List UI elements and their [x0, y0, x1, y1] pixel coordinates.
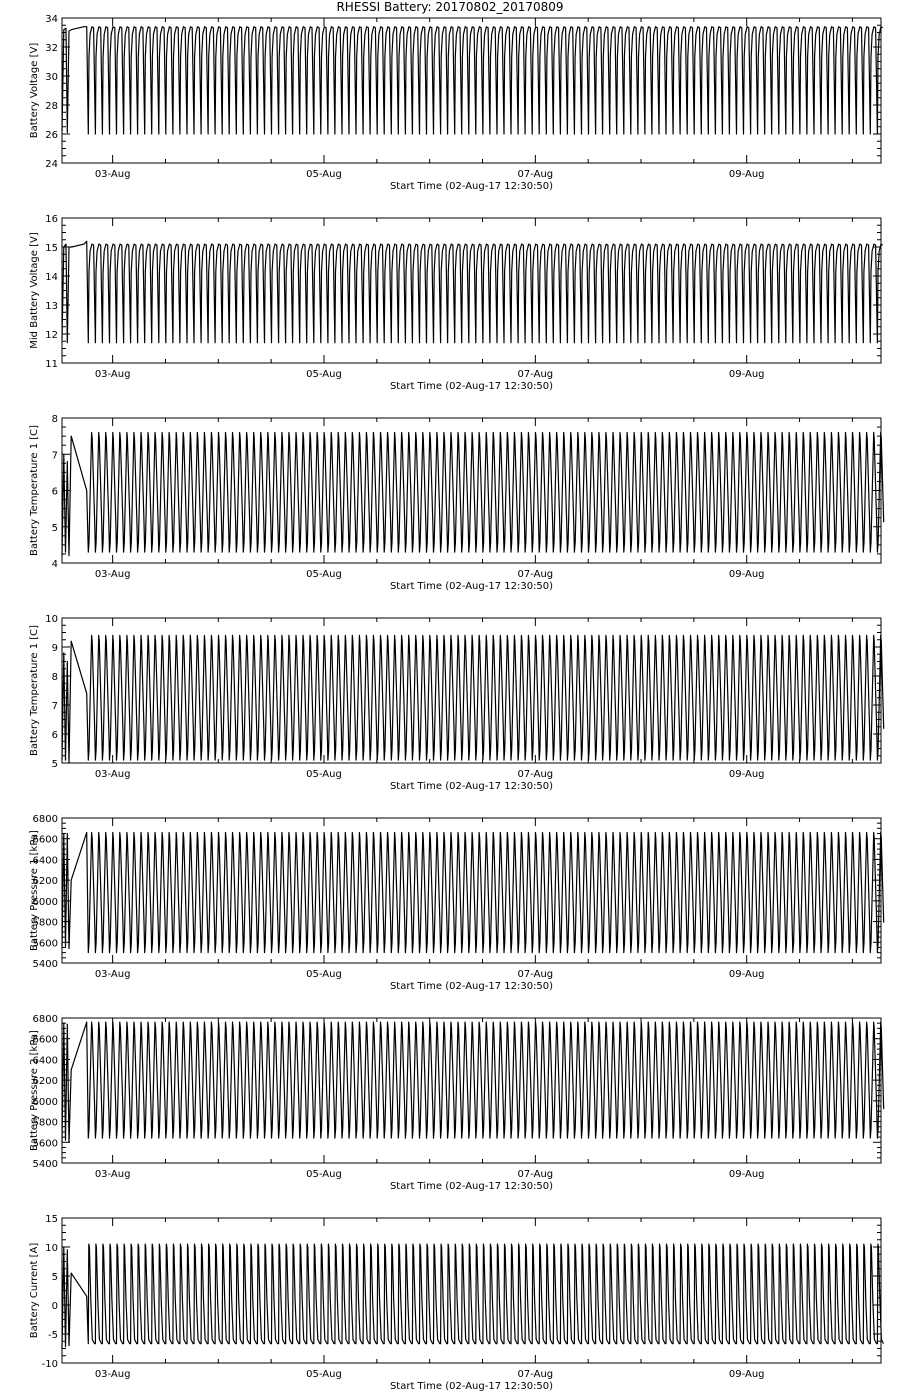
series-line — [62, 1022, 884, 1142]
chart-panel-3 — [29, 414, 884, 592]
chart-panel-2 — [29, 214, 883, 392]
x-axis-label: Start Time (02-Aug-17 12:30:50) — [389, 381, 554, 392]
x-tick-label: 09-Aug — [728, 969, 765, 980]
y-tick-label: 5800 — [32, 917, 58, 929]
x-tick-label: 03-Aug — [94, 1169, 131, 1180]
y-axis-label: Battery Temperature 1 [C] — [29, 424, 40, 557]
x-axis-label: Start Time (02-Aug-17 12:30:50) — [389, 781, 554, 792]
y-tick-label: 9 — [51, 643, 58, 654]
y-tick-label: 15 — [45, 1214, 58, 1225]
y-tick-label: 26 — [45, 130, 58, 141]
chart-panel-6 — [29, 1014, 884, 1192]
y-axis-label: Mid Battery Voltage [V] — [29, 232, 40, 349]
y-tick-label: 13 — [45, 301, 58, 312]
y-tick-label: 0 — [51, 1301, 58, 1312]
chart-panel-7 — [29, 1214, 884, 1392]
x-tick-label: 09-Aug — [728, 1169, 765, 1180]
y-tick-label: 5 — [51, 1272, 58, 1283]
y-tick-label: 28 — [45, 101, 58, 112]
y-tick-label: 6800 — [32, 814, 58, 825]
x-tick-label: 03-Aug — [94, 169, 131, 180]
y-tick-label: 5 — [51, 522, 58, 534]
y-tick-label: 15 — [45, 243, 58, 254]
y-tick-label: 12 — [45, 330, 58, 341]
series-line — [62, 27, 883, 134]
y-axis-label: Battery Current [A] — [29, 1242, 40, 1339]
x-tick-label: 07-Aug — [517, 1169, 554, 1180]
series-line — [62, 1244, 884, 1348]
x-tick-label: 05-Aug — [306, 1369, 342, 1380]
x-tick-label: 03-Aug — [94, 969, 131, 980]
x-tick-label: 07-Aug — [517, 369, 554, 380]
y-tick-label: 6 — [51, 486, 58, 498]
x-axis-label: Start Time (02-Aug-17 12:30:50) — [389, 1181, 554, 1192]
y-tick-label: 8 — [51, 672, 58, 683]
x-axis-label: Start Time (02-Aug-17 12:30:50) — [389, 1381, 554, 1392]
y-tick-label: -5 — [48, 1330, 58, 1341]
y-tick-label: 10 — [45, 614, 58, 625]
x-tick-label: 07-Aug — [517, 769, 554, 780]
y-tick-label: 16 — [45, 214, 58, 225]
x-tick-label: 09-Aug — [728, 1369, 765, 1380]
x-tick-label: 03-Aug — [94, 1369, 131, 1380]
series-line — [62, 833, 884, 953]
x-tick-label: 09-Aug — [728, 369, 765, 380]
y-tick-label: 6200 — [32, 876, 58, 888]
x-axis-label: Start Time (02-Aug-17 12:30:50) — [389, 181, 554, 192]
x-tick-label: 03-Aug — [94, 369, 131, 380]
y-axis-label: Battery Voltage [V] — [29, 42, 40, 139]
x-tick-label: 03-Aug — [94, 569, 131, 580]
x-tick-label: 07-Aug — [517, 569, 554, 580]
y-tick-label: 5600 — [32, 1138, 58, 1150]
y-tick-label: 11 — [45, 359, 58, 370]
y-tick-label: 4 — [51, 559, 58, 570]
y-tick-label: 30 — [45, 72, 58, 83]
chart-panel-1 — [29, 14, 883, 192]
series-line — [62, 241, 883, 343]
x-tick-label: 05-Aug — [306, 769, 342, 780]
x-tick-label: 05-Aug — [306, 1169, 342, 1180]
y-tick-label: 6400 — [32, 855, 58, 867]
y-tick-label: 24 — [45, 159, 58, 170]
y-tick-label: 6000 — [32, 896, 58, 908]
y-tick-label: 6600 — [32, 1034, 58, 1046]
y-tick-label: 6200 — [32, 1076, 58, 1088]
y-axis-label: Battery Pressure 2 [kPa] — [29, 1030, 40, 1151]
x-tick-label: 07-Aug — [517, 1369, 554, 1380]
x-tick-label: 05-Aug — [306, 569, 342, 580]
figure-title: RHESSI Battery: 20170802_20170809 — [336, 0, 564, 14]
y-tick-label: 5400 — [32, 959, 58, 970]
y-tick-label: 6800 — [32, 1014, 58, 1025]
x-tick-label: 05-Aug — [306, 369, 342, 380]
x-tick-label: 07-Aug — [517, 169, 554, 180]
x-tick-label: 09-Aug — [728, 569, 765, 580]
x-tick-label: 09-Aug — [728, 769, 765, 780]
y-tick-label: 34 — [45, 14, 58, 25]
y-tick-label: -10 — [41, 1359, 58, 1370]
y-tick-label: 6000 — [32, 1096, 58, 1108]
x-axis-label: Start Time (02-Aug-17 12:30:50) — [389, 581, 554, 592]
y-tick-label: 7 — [51, 450, 58, 462]
x-tick-label: 05-Aug — [306, 969, 342, 980]
y-tick-label: 6600 — [32, 834, 58, 846]
y-tick-label: 5 — [51, 759, 58, 770]
y-tick-label: 10 — [45, 1243, 58, 1254]
y-tick-label: 8 — [51, 414, 58, 425]
chart-panel-4 — [29, 614, 884, 792]
y-tick-label: 5600 — [32, 938, 58, 950]
series-line — [62, 635, 884, 763]
y-tick-label: 6 — [51, 730, 58, 741]
y-tick-label: 5400 — [32, 1159, 58, 1170]
y-tick-label: 7 — [51, 701, 58, 712]
y-axis-label: Battery Pressure 1 [kPa] — [29, 830, 40, 951]
y-axis-label: Battery Temperature 1 [C] — [29, 624, 40, 757]
chart-panel-5 — [29, 814, 884, 992]
x-axis-label: Start Time (02-Aug-17 12:30:50) — [389, 981, 554, 992]
x-tick-label: 03-Aug — [94, 769, 131, 780]
y-tick-label: 5800 — [32, 1117, 58, 1129]
series-line — [62, 433, 884, 556]
y-tick-label: 6400 — [32, 1055, 58, 1067]
x-tick-label: 07-Aug — [517, 969, 554, 980]
x-tick-label: 09-Aug — [728, 169, 765, 180]
y-tick-label: 32 — [45, 43, 58, 54]
x-tick-label: 05-Aug — [306, 169, 342, 180]
y-tick-label: 14 — [45, 272, 58, 283]
